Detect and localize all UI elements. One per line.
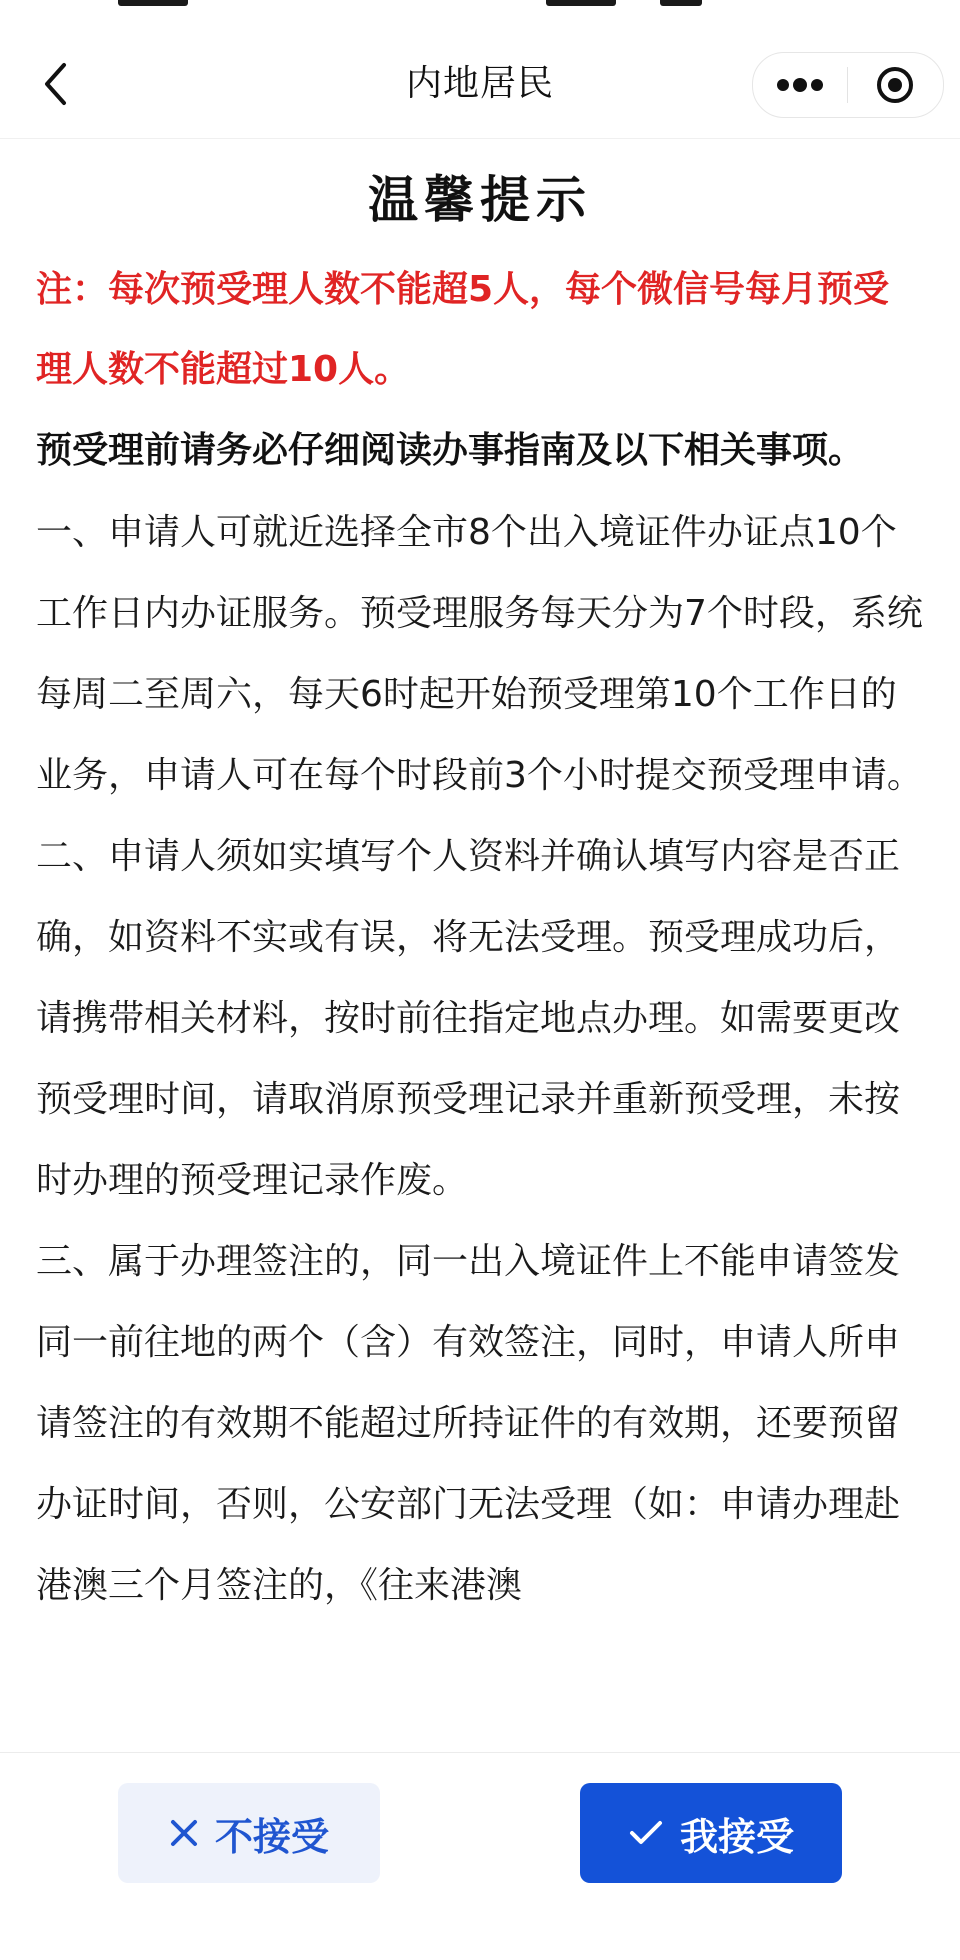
page-title: 内地居民 <box>405 63 554 104</box>
target-close-icon <box>875 65 915 105</box>
accept-button[interactable] <box>580 1783 842 1883</box>
rule-paragraph-1: 一、申请人可就近选择全市8个出入境证件办证点10个工作日内办证服务。预受理服务每天分为7个时段，系统每周二至周六，每天6时起开始预受理第10个工作日的业务，申请人可在每个时段前3个小时提交预受理申请。 <box>36 512 923 796</box>
action-bar <box>0 1752 960 1960</box>
home-indicator <box>340 1939 620 1947</box>
back-button[interactable] <box>28 54 84 114</box>
notice-heading: 温馨提示 <box>368 171 592 229</box>
status-battery-fragment <box>660 0 702 6</box>
more-button[interactable] <box>753 53 847 117</box>
close-icon <box>169 1818 199 1848</box>
rule-paragraph-3: 三、属于办理签注的，同一出入境证件上不能申请签发同一前往地的两个（含）有效签注，同时，申请人所申请签注的有效期不能超过所持证件的有效期，还要预留办证时间，否则，公安部门无法受理（如：申请办理赴港澳三个月签注的，《往来港澳 <box>36 1241 901 1606</box>
reject-label: 不接受 <box>214 1814 329 1859</box>
status-time-fragment <box>118 0 188 6</box>
navigation-bar <box>0 30 960 138</box>
mini-program-capsule <box>752 52 944 118</box>
nav-divider <box>0 138 960 139</box>
rule-paragraph-2: 二、申请人须如实填写个人资料并确认填写内容是否正确，如资料不实或有误，将无法受理。预受理成功后，请携带相关材料，按时前往指定地点办理。如需要更改预受理时间，请取消原预受理记录并重新预受理，未按时办理的预受理记录作废。 <box>36 836 901 1201</box>
notice-content <box>36 142 924 1754</box>
warning-note: 注：每次预受理人数不能超5人，每个微信号每月预受理人数不能超过10人。 <box>36 269 890 390</box>
chevron-left-icon <box>42 61 70 107</box>
status-bar <box>0 0 960 14</box>
check-icon <box>628 1818 664 1848</box>
reading-instruction: 预受理前请务必仔细阅读办事指南及以下相关事项。 <box>36 430 865 471</box>
status-signal-fragment <box>546 0 616 6</box>
accept-label: 我接受 <box>679 1814 794 1859</box>
reject-button[interactable] <box>118 1783 380 1883</box>
close-mini-program-button[interactable] <box>848 53 942 117</box>
more-dots-icon <box>776 78 824 92</box>
